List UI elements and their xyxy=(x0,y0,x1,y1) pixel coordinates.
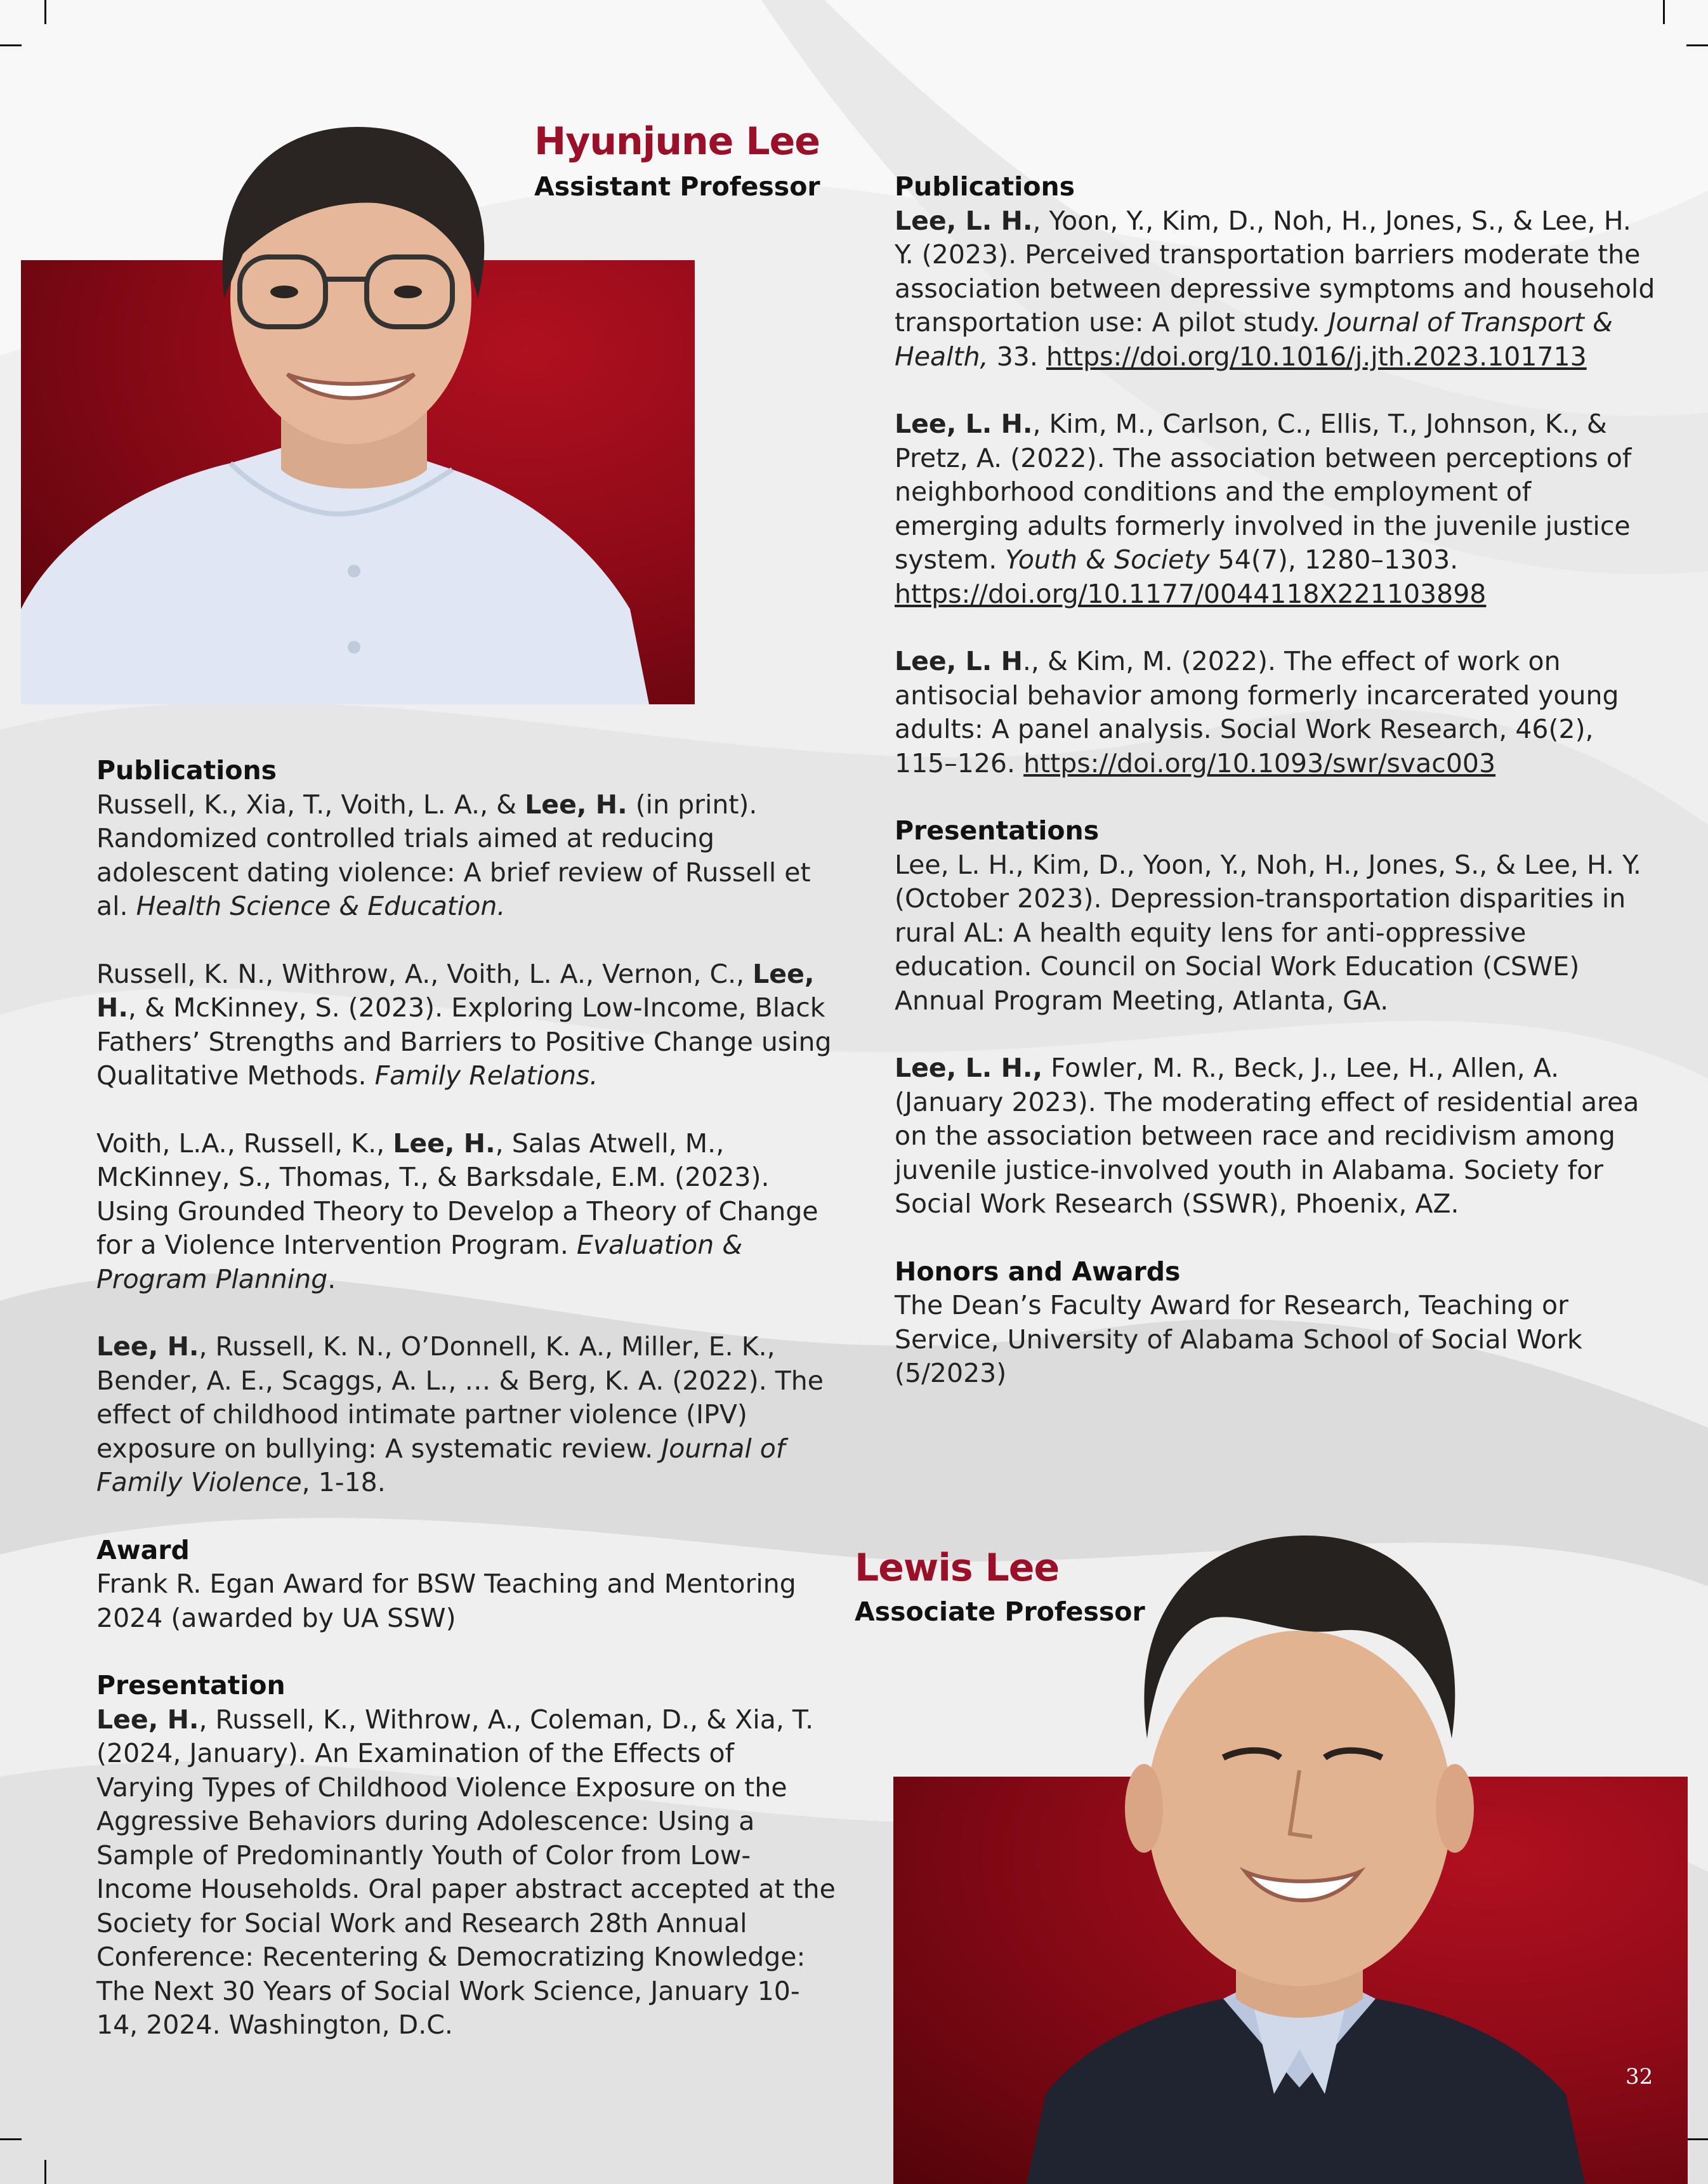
profile-photo-lewis-lee xyxy=(893,1453,1688,2184)
publication-entry: Lee, L. H., & Kim, M. (2022). The effect of work on antisocial behavior among formerly incarcerated young adults: A panel analysis. Social Work Research, 46(2), 115–126. https://doi.org/10.1093/swr/svac003 xyxy=(895,646,1619,779)
publication-entry: Russell, K. N., Withrow, A., Voith, L. A., Vernon, C., Lee, H., & McKinney, S. (2023). Exploring Low-Income, Black Fathers’ Strengths and Barriers to Positive Change using Qualitative Methods. Family Relations. xyxy=(96,958,832,1091)
profile1-details xyxy=(96,754,839,2043)
section-heading-honors: Honors and Awards xyxy=(895,1256,1181,1287)
page-number: 32 xyxy=(1626,2064,1653,2089)
publication-entry: Lee, L. H., Kim, M., Carlson, C., Ellis, T., Johnson, K., & Pretz, A. (2022). The association between perceptions of neighborhood conditions and the employment of emerging adults formerly involved in the juvenile justice system. Youth & Society 54(7), 1280–1303. https://doi.org/10.1177/0044118X221103898 xyxy=(895,409,1632,609)
publication-entry: Lee, H., Russell, K. N., O’Donnell, K. A., Miller, E. K., Bender, A. E., Scaggs, A. L., … & Berg, K. A. (2022). The effect of childhood intimate partner violence (IPV) exposure on bullying: A systematic review. Journal of Family Violence, 1-18. xyxy=(96,1331,824,1497)
presentation-entry: Lee, L. H., Fowler, M. R., Beck, J., Lee, H., Allen, A. (January 2023). The moderating effect of residential area on the association between race and recidivism among juvenile justice-involved youth in Alabama. Society for Social Work Research (SSWR), Phoenix, AZ. xyxy=(895,1053,1639,1219)
crop-mark xyxy=(1686,2138,1708,2140)
publication-entry: Lee, L. H., Yoon, Y., Kim, D., Noh, H., Jones, S., & Lee, H. Y. (2023). Perceived transportation barriers moderate the association between depressive symptoms and household transportation use: A pilot study. Journal of Transport & Health, 33. https://doi.org/10.1016/j.jth.2023.101713 xyxy=(895,205,1655,372)
doi-link[interactable]: https://doi.org/10.1177/0044118X221103898 xyxy=(895,578,1487,609)
section-heading-publications: Publications xyxy=(895,171,1075,202)
profile-name: Hyunjune Lee xyxy=(534,119,820,164)
crop-mark xyxy=(0,2138,22,2140)
profile-title: Associate Professor xyxy=(855,1596,1145,1627)
crop-mark xyxy=(44,2160,46,2184)
section-heading-publications: Publications xyxy=(96,755,277,786)
presentation-entry: Lee, L. H., Kim, D., Yoon, Y., Noh, H., Jones, S., & Lee, H. Y. (October 2023). Depression-transportation disparities in rural AL: A health equity lens for anti-oppressive education. Council on Social Work Education (CSWE) Annual Program Meeting, Atlanta, GA. xyxy=(895,849,1641,1016)
publication-entry: Voith, L.A., Russell, K., Lee, H., Salas Atwell, M., McKinney, S., Thomas, T., & Barksdale, E.M. (2023). Using Grounded Theory to Develop a Theory of Change for a Violence Intervention Program. Evaluation & Program Planning. xyxy=(96,1128,818,1294)
award-entry: Frank R. Egan Award for BSW Teaching and Mentoring 2024 (awarded by UA SSW) xyxy=(96,1569,796,1633)
honors-entry: The Dean’s Faculty Award for Research, Teaching or Service, University of Alabama School of Social Work (5/2023) xyxy=(895,1290,1582,1388)
crop-mark xyxy=(44,0,46,24)
publication-entry: Russell, K., Xia, T., Voith, L. A., & Lee, H. (in print). Randomized controlled trials aimed at reducing adolescent dating violence: A brief review of Russell et al. Health Science & Education. xyxy=(96,789,811,921)
section-heading-presentation: Presentation xyxy=(96,1670,286,1700)
doi-link[interactable]: https://doi.org/10.1093/swr/svac003 xyxy=(1023,747,1496,779)
section-heading-award: Award xyxy=(96,1534,190,1565)
crop-mark xyxy=(1686,44,1708,46)
profile-name: Lewis Lee xyxy=(855,1546,1060,1590)
presentation-entry: Lee, H., Russell, K., Withrow, A., Coleman, D., & Xia, T. (2024, January). An Examination of the Effects of Varying Types of Childhood Violence Exposure on the Aggressive Behaviors during Adolescence: Using a Sample of Predominantly Youth of Color from Low-Income Households. Oral paper abstract accepted at the Society for Social Work and Research 28th Annual Conference: Recentering & Democratizing Knowledge: The Next 30 Years of Social Work Science, January 10-14, 2024. Washington, D.C. xyxy=(96,1704,836,2040)
section-heading-presentations: Presentations xyxy=(895,815,1100,846)
profile2-details xyxy=(895,170,1656,1391)
doi-link[interactable]: https://doi.org/10.1016/j.jth.2023.101713 xyxy=(1046,341,1587,372)
crop-mark xyxy=(0,44,22,46)
crop-mark xyxy=(1663,0,1665,24)
profile-title: Assistant Professor xyxy=(534,171,820,202)
